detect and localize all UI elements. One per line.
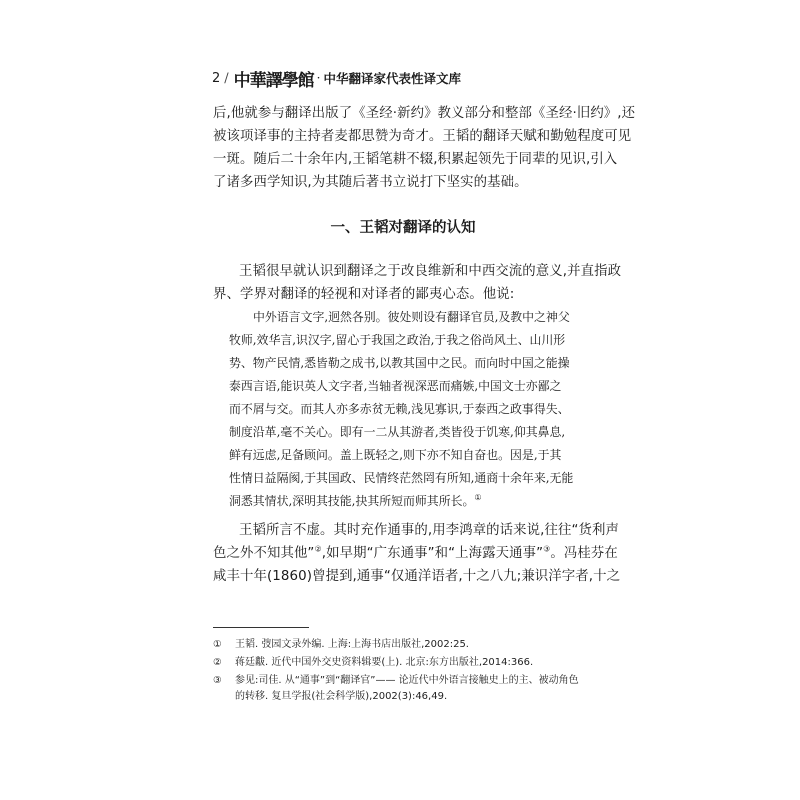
header-separator: / xyxy=(224,70,229,86)
quote-text: 洞悉其情状,深明其技能,抉其所短而师其所长。 xyxy=(229,494,475,508)
text-line: 王韬很早就认识到翻译之于改良维新和中西交流的意义,并直指政 xyxy=(239,264,622,279)
text-line: 被该项译事的主持者麦都思赞为奇才。王韬的翻译天赋和勤勉程度可见 xyxy=(213,129,632,144)
quote-line: 制度沿革,毫不关心。即有一二从其游者,类皆役于饥寒,仰其鼻息, xyxy=(229,425,566,439)
footnote-3 xyxy=(213,673,595,705)
footnote-line: 参见:司佳. 从“通事”到“翻译官”—— 论近代中外语言接触史上的主、被动角色 xyxy=(235,675,579,686)
footnote-text xyxy=(235,655,595,671)
footnote-divider xyxy=(213,627,309,628)
block-quotation xyxy=(229,306,591,513)
quote-line: 泰西言语,能识英人文字者,当轴者视深恶而痛嫉,中国文士亦鄙之 xyxy=(229,379,562,393)
footnote-ref-3[interactable]: ③ xyxy=(543,544,551,554)
footnote-2 xyxy=(213,655,595,671)
footnote-text xyxy=(235,673,595,705)
footnotes xyxy=(213,637,595,707)
footnote-mark: ② xyxy=(213,657,222,668)
header-dot: · xyxy=(316,71,321,85)
text-line: 咸丰十年(1860)曾提到,通事“仅通洋语者,十之八九;兼识洋字者,十之 xyxy=(213,569,621,584)
text-line: 一斑。随后二十余年内,王韬笔耕不辍,积累起领先于同辈的见识,引入 xyxy=(213,152,618,167)
quote-line: 牧师,效华言,识汉字,留心于我国之政治,于我之俗尚风土、山川形 xyxy=(229,333,566,347)
quote-line: 鲜有远虑,足备顾问。盖上既轻之,则下亦不知自奋也。因是,于其 xyxy=(229,448,562,462)
section-heading: 一、王韬对翻译的认知 xyxy=(330,220,476,236)
quote-line: 中外语言文字,迥然各别。彼处则设有翻译官员,及教中之神父 xyxy=(253,310,570,324)
footnote-ref-2[interactable]: ② xyxy=(314,544,322,554)
running-header xyxy=(212,66,461,90)
footnote-line: 王韬. 弢园文录外编. 上海:上海书店出版社,2002:25. xyxy=(235,639,469,650)
paragraph-interpreters xyxy=(213,519,621,588)
footnote-line: 蒋廷黻. 近代中国外交史资料辑要(上). 北京:东方出版社,2014:366. xyxy=(235,657,534,668)
text-line: 了诸多西学知识,为其随后著书立说打下坚实的基础。 xyxy=(213,175,528,190)
footnote-1 xyxy=(213,637,595,653)
footnote-text xyxy=(235,637,595,653)
text-line: 王韬所言不虚。其时充作通事的,用李鸿章的话来说,往往“货利声 xyxy=(239,523,619,538)
text-line xyxy=(213,542,618,565)
quote-line: 而不屑与交。而其人亦多赤贫无赖,浅见寡识,于泰西之政事得失、 xyxy=(229,402,570,416)
footnote-line: 的转移. 复旦学报(社会科学版),2002(3):46,49. xyxy=(235,691,448,702)
page-number: 2 xyxy=(212,70,221,86)
quote-line-last xyxy=(229,490,591,513)
footnote-ref-1[interactable]: ① xyxy=(474,493,482,503)
footnote-mark: ③ xyxy=(213,675,222,686)
series-title: 中华翻译家代表性译文库 xyxy=(323,71,462,86)
quote-line: 性情日益隔阂,于其国政、民情终茫然罔有所知,通商十余年来,无能 xyxy=(229,471,574,485)
footnote-mark: ① xyxy=(213,639,222,650)
paragraph-intro xyxy=(213,102,636,194)
text-segment: 色之外不知其他” xyxy=(213,546,315,561)
text-segment: 。冯桂芬在 xyxy=(550,546,618,561)
text-segment: ,如早期“广东通事”和“上海露天通事” xyxy=(321,546,544,561)
text-line: 后,他就参与翻译出版了《圣经·新约》教义部分和整部《圣经·旧约》,还 xyxy=(213,106,636,121)
quote-line: 势、物产民情,悉皆勒之成书,以教其国中之民。而向时中国之能操 xyxy=(229,356,570,370)
text-line: 界、学界对翻译的轻视和对译者的鄙夷心态。他说: xyxy=(213,287,515,302)
paragraph-awareness xyxy=(213,260,622,306)
series-logo: 中華譯學館 xyxy=(233,70,314,91)
